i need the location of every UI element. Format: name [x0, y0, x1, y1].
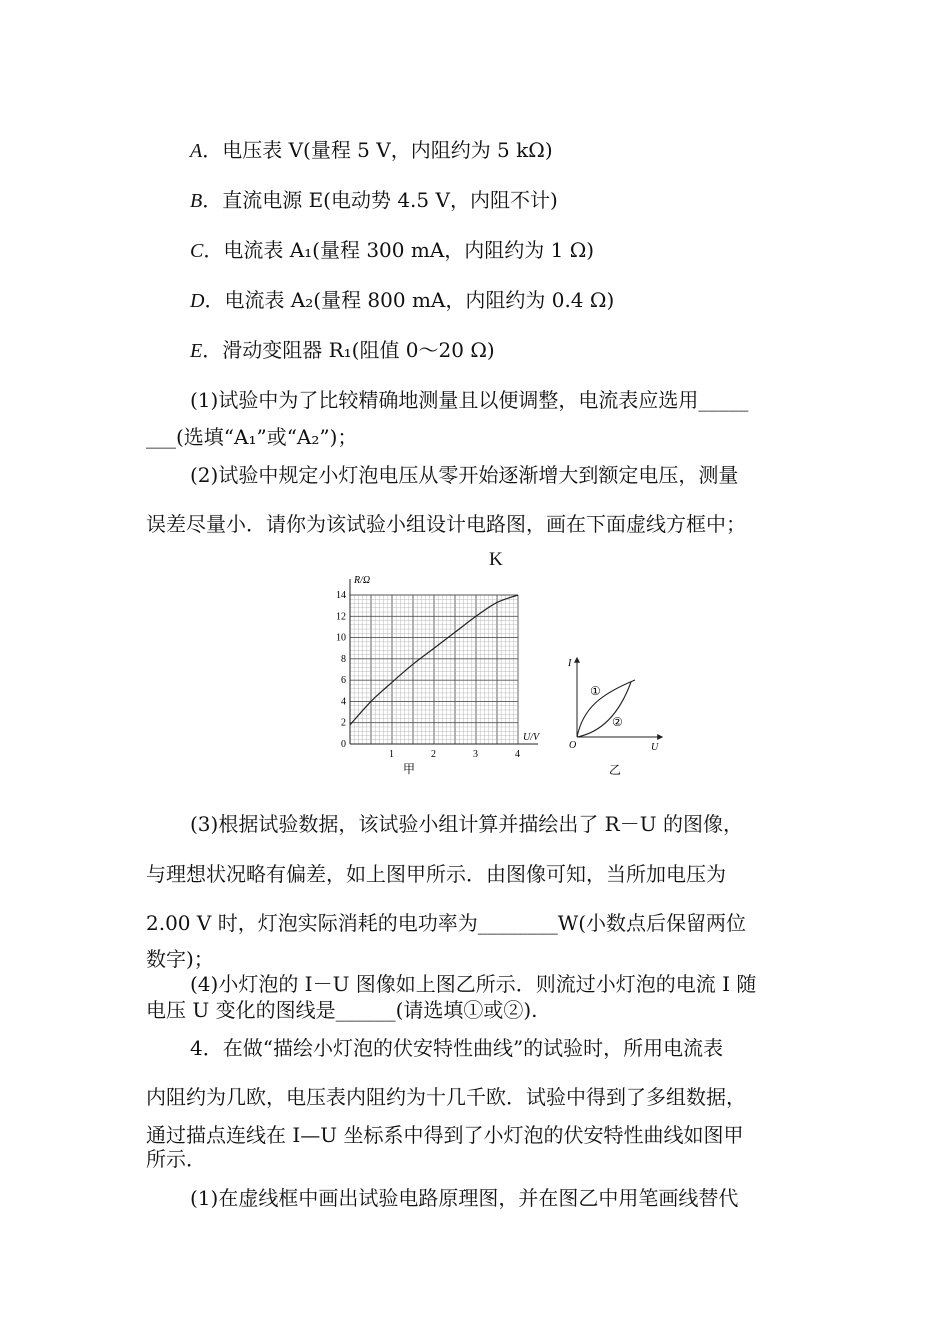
- option-label: D: [190, 290, 205, 312]
- option-label: E: [190, 340, 203, 362]
- y-axis-label: R/Ω: [354, 575, 371, 586]
- chart-caption: 乙: [609, 763, 622, 777]
- option-text: ．直流电源 E(电动势 4.5 V，内阻不计): [202, 188, 558, 212]
- chart-caption: 甲: [403, 762, 416, 776]
- option-text: ．滑动变阻器 R₁(阻值 0～20 Ω): [202, 338, 495, 362]
- p4-q1: (1)在虚线框中画出试验电路原理图，并在图乙中用笔画线替代: [190, 1186, 739, 1210]
- y-tick-label: 4: [341, 696, 346, 708]
- y-tick-label: 10: [336, 632, 346, 644]
- p4-line1: 4．在做“描绘小灯泡的伏安特性曲线”的试验时，所用电流表: [190, 1036, 724, 1060]
- y-tick-label: 0: [341, 739, 346, 750]
- q3-line1: (3)根据试验数据，该试验小组计算并描绘出了 R－U 的图像，: [190, 812, 743, 836]
- option-label: A: [190, 140, 203, 162]
- x-tick-label: 3: [473, 749, 478, 760]
- series-label-1: ①: [590, 684, 601, 698]
- p4-line4: 所示．: [146, 1147, 206, 1171]
- q3-line3: 2.00 V 时，灯泡实际消耗的电功率为________W(小数点后保留两位: [146, 911, 747, 935]
- option-label: B: [190, 190, 203, 212]
- y-tick-label: 8: [341, 653, 346, 665]
- option-d: [190, 287, 614, 314]
- curve-2: [577, 682, 631, 737]
- option-b: [190, 187, 558, 214]
- x-axis-label: U: [651, 742, 659, 753]
- option-e: [190, 337, 495, 364]
- option-text: ．电压表 V(量程 5 V，内阻约为 5 kΩ): [202, 138, 553, 162]
- chart-r-u: [325, 568, 560, 786]
- x-axis-label: U/V: [523, 732, 540, 743]
- y-tick-label: 2: [341, 717, 346, 729]
- option-text: ．电流表 A₁(量程 300 mA，内阻约为 1 Ω): [203, 238, 595, 262]
- origin-label: O: [569, 740, 577, 751]
- option-c: [190, 237, 594, 264]
- option-text: ．电流表 A₂(量程 800 mA，内阻约为 0.4 Ω): [204, 288, 615, 312]
- q2-line2: 误差尽量小．请你为该试验小组设计电路图，画在下面虚线方框中；: [146, 512, 746, 536]
- q1-line1: (1)试验中为了比较精确地测量且以便调整，电流表应选用_____: [190, 388, 749, 412]
- q4-line1: (4)小灯泡的 I－U 图像如上图乙所示．则流过小灯泡的电流 I 随: [190, 972, 757, 996]
- p4-line2: 内阻约为几欧，电压表内阻约为十几千欧．试验中得到了多组数据，: [146, 1085, 746, 1109]
- q2-line1: (2)试验中规定小灯泡电压从零开始逐渐增大到额定电压，测量: [190, 463, 739, 487]
- y-tick-label: 12: [336, 611, 346, 623]
- q1-line2: ___(选填“A₁”或“A₂”)；: [146, 425, 358, 449]
- curve-1: [577, 680, 635, 737]
- p4-line3: 通过描点连线在 I—U 坐标系中得到了小灯泡的伏安特性曲线如图甲: [146, 1123, 744, 1147]
- k-label: K: [489, 549, 503, 570]
- option-a: [190, 137, 553, 164]
- x-tick-label: 2: [431, 749, 436, 760]
- y-tick-label: 6: [341, 675, 346, 687]
- q3-line2: 与理想状况略有偏差，如上图甲所示．由图像可知，当所加电压为: [146, 862, 726, 886]
- chart-i-u: [565, 650, 675, 782]
- option-label: C: [190, 240, 204, 262]
- series-label-2: ②: [612, 715, 623, 729]
- y-axis-label: I: [568, 658, 572, 669]
- q3-line4: 数字)；: [146, 947, 214, 971]
- x-tick-label: 4: [515, 749, 520, 760]
- y-tick-label: 14: [336, 590, 346, 601]
- x-tick-label: 1: [389, 749, 394, 760]
- q4-line2: 电压 U 变化的图线是______(请选填①或②).: [146, 998, 538, 1022]
